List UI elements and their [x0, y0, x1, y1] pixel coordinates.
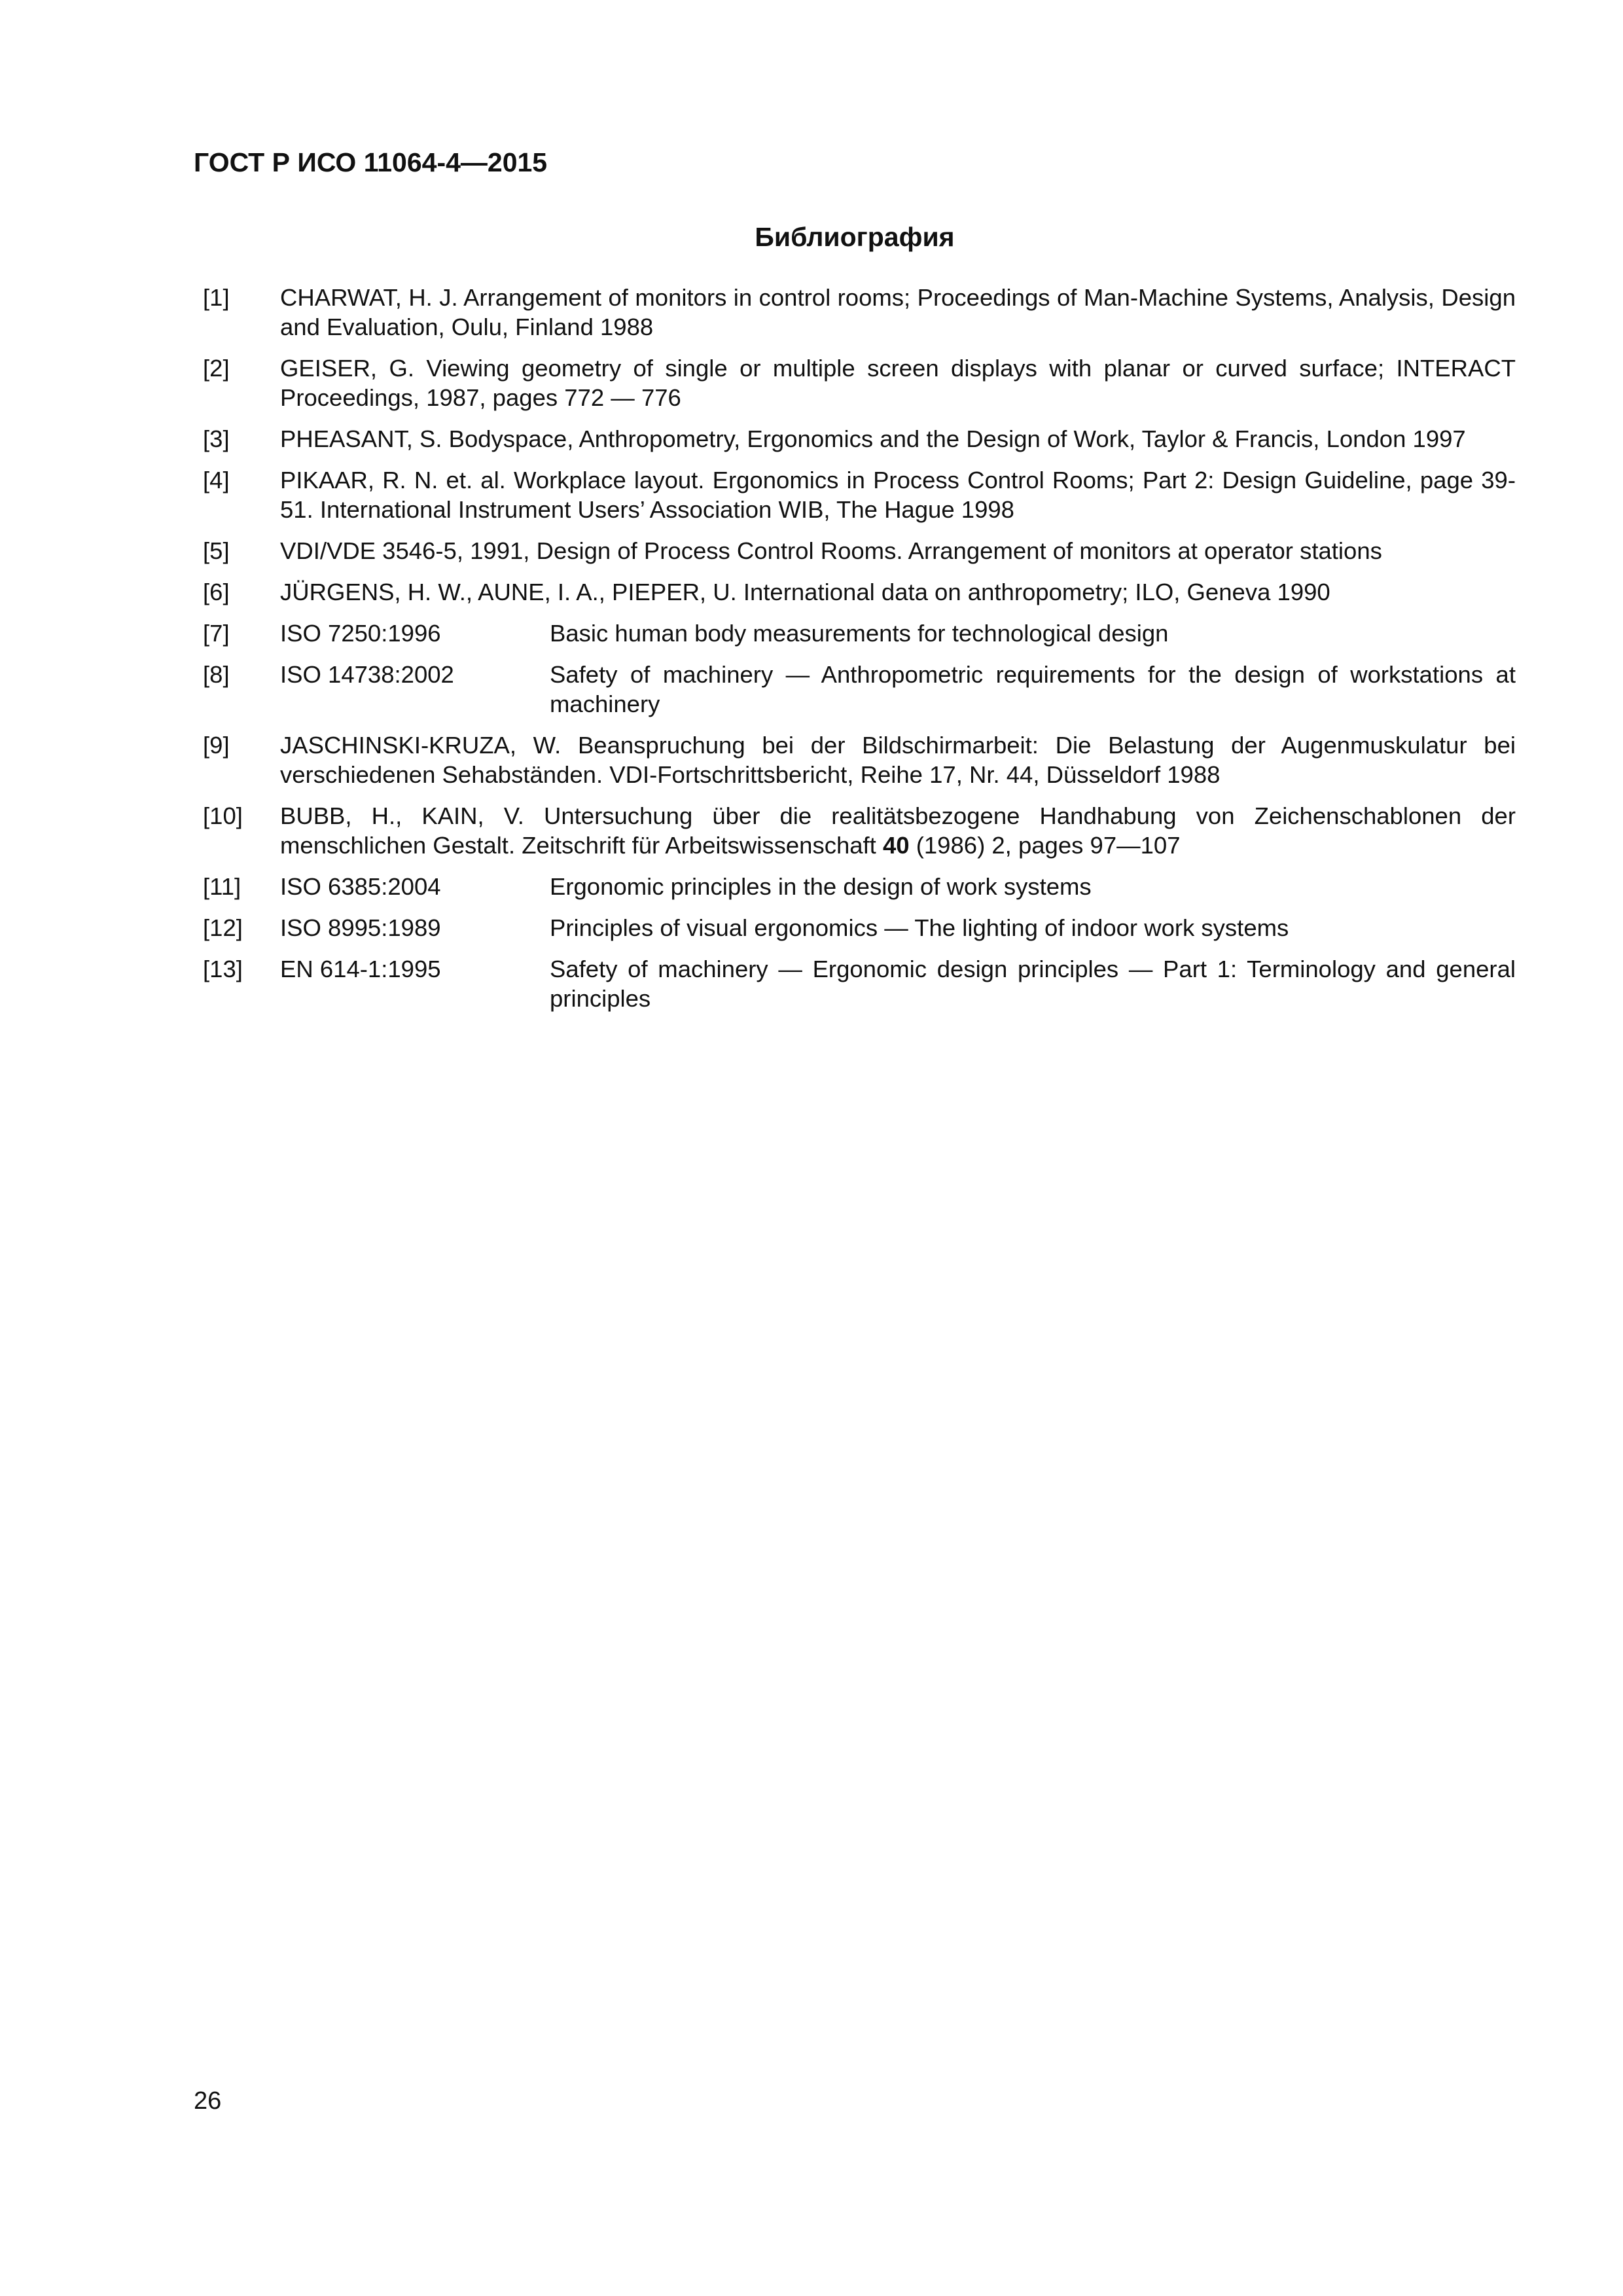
entry-number: [9] — [203, 732, 230, 759]
standard-code: ISO 8995:1989 — [280, 914, 441, 941]
standard-code: ISO 7250:1996 — [280, 620, 441, 647]
entry-text-start: BUBB, H., KAIN, V. Untersuchung über die realitätsbezogene Handhabung von Zeichenschablonen der menschlichen Gestalt. Zeitschrift für Arbeitswissenschaft — [280, 802, 1516, 859]
bibliography-entry — [194, 536, 1516, 565]
entry-body — [280, 536, 1516, 565]
entry-body — [280, 913, 1516, 942]
entry-number: [4] — [203, 467, 230, 493]
bibliography-entry — [194, 283, 1516, 342]
entry-number: [7] — [203, 620, 230, 647]
entry-body — [280, 619, 1516, 648]
entry-body — [280, 872, 1516, 901]
entry-body — [280, 801, 1516, 860]
bibliography-title: Библиография — [755, 222, 955, 252]
entry-number: [5] — [203, 537, 230, 564]
bibliography-entry — [194, 424, 1516, 454]
entry-number: [10] — [203, 802, 243, 829]
entry-number: [8] — [203, 661, 230, 688]
entry-text: GEISER, G. Viewing geometry of single or multiple screen displays with planar or curved surface; INTERACT Proceedings, 1987, pages 772 — 776 — [280, 355, 1516, 411]
entry-body — [280, 577, 1516, 607]
entry-body — [280, 660, 1516, 719]
bibliography-entry — [194, 577, 1516, 607]
entry-body — [280, 424, 1516, 454]
bibliography-entry — [194, 660, 1516, 719]
document-header: ГОСТ Р ИСО 11064-4—2015 — [194, 147, 548, 177]
standard-code: ISO 14738:2002 — [280, 661, 454, 688]
standard-title: Safety of machinery — Ergonomic design principles — Part 1: Terminology and general principles — [550, 956, 1516, 1012]
bibliography-entry — [194, 954, 1516, 1013]
entry-body — [280, 465, 1516, 524]
entry-text-end: (1986) 2, pages 97—107 — [909, 832, 1181, 859]
entry-text: JASCHINSKI-KRUZA, W. Beanspruchung bei der Bildschirmarbeit: Die Belastung der Augenmuskulatur bei verschiedenen Sehabständen. VDI-Fortschrittsbericht, Reihe 17, Nr. 44, Düsseldorf 1988 — [280, 732, 1516, 788]
entry-number: [3] — [203, 425, 230, 452]
bibliography-entry — [194, 730, 1516, 789]
bibliography-entry — [194, 872, 1516, 901]
entry-body — [280, 954, 1516, 1013]
bibliography-entry — [194, 353, 1516, 412]
entry-number: [12] — [203, 914, 243, 941]
standard-title: Principles of visual ergonomics — The lighting of indoor work systems — [550, 914, 1289, 941]
entry-number: [1] — [203, 284, 230, 311]
volume-number: 40 — [882, 832, 910, 859]
bibliography-list — [194, 283, 1516, 1025]
bibliography-entry — [194, 465, 1516, 524]
entry-text: PIKAAR, R. N. et. al. Workplace layout. Ergonomics in Process Control Rooms; Part 2: Design Guideline, page 39-51. International Instrument Users’ Association WIB, The Hague 1998 — [280, 467, 1516, 523]
entry-number: [2] — [203, 355, 230, 382]
entry-text: JÜRGENS, H. W., AUNE, I. A., PIEPER, U. International data on anthropometry; ILO, Geneva 1990 — [280, 579, 1330, 605]
standard-title: Basic human body measurements for technological design — [550, 620, 1169, 647]
entry-number: [6] — [203, 579, 230, 605]
entry-text: PHEASANT, S. Bodyspace, Anthropometry, Ergonomics and the Design of Work, Taylor & Francis, London 1997 — [280, 425, 1466, 452]
entry-text: VDI/VDE 3546-5, 1991, Design of Process Control Rooms. Arrangement of monitors at operator stations — [280, 537, 1382, 564]
page-number: 26 — [194, 2087, 222, 2115]
entry-text — [280, 801, 1516, 860]
entry-number: [11] — [203, 873, 241, 900]
entry-body — [280, 730, 1516, 789]
standard-code: EN 614-1:1995 — [280, 956, 441, 982]
standard-title: Safety of machinery — Anthropometric requirements for the design of workstations at machinery — [550, 661, 1516, 717]
bibliography-entry — [194, 801, 1516, 860]
standard-code: ISO 6385:2004 — [280, 873, 441, 900]
entry-body — [280, 353, 1516, 412]
standard-title: Ergonomic principles in the design of work systems — [550, 873, 1092, 900]
bibliography-entry — [194, 913, 1516, 942]
entry-number: [13] — [203, 956, 243, 982]
entry-text: CHARWAT, H. J. Arrangement of monitors in control rooms; Proceedings of Man-Machine Systems, Analysis, Design and Evaluation, Oulu, Finland 1988 — [280, 284, 1516, 340]
entry-body — [280, 283, 1516, 342]
bibliography-entry — [194, 619, 1516, 648]
